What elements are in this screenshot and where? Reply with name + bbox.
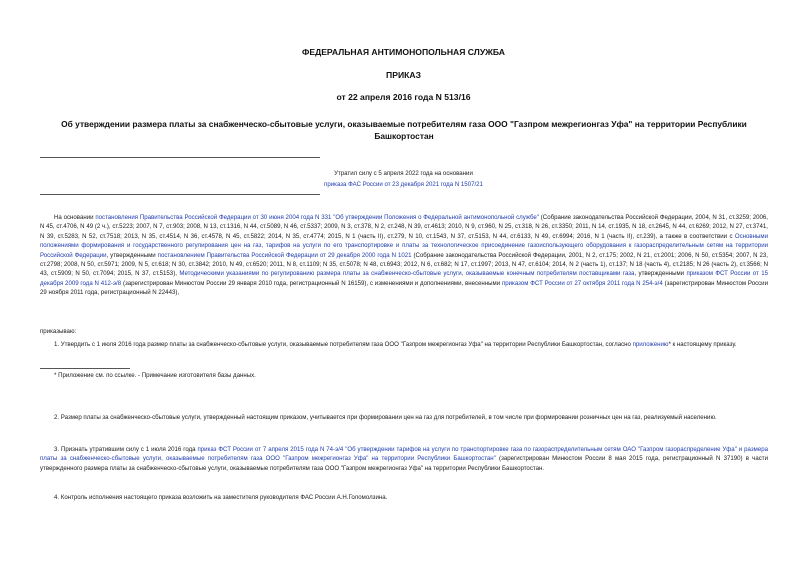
link-fst-order-412[interactable]: приказом ФСТ России от 15 декабря 2009 года N 412-э/8 (40, 270, 768, 287)
basis-text-4: (Собрание законодательства Российской Федерации, 2001, N 2, ст.175; 2002, N 21, ст.2001; 2006, N 50, ст.5354; 2007, N 23, ст.2798; 2008, N 50, ст.5971; 2009, N 5, ст.618; N 30, ст.3842; 2010, N 49, ст.6520; 2011, N 8, ст.1109; N 35, ст.5078; N 48, ст.6943; 2012, N 6, ст.682; N 17, ст.1997; 2013, N 47, ст.6104; 2014, N 2 (часть 1), ст.137; N 18 (часть 4), ст.2185; N 26 (часть 2), ст.3566; N 43, ст.5909; N 50, ст.7094; 2015, N 37, ст.5153), (40, 251, 768, 278)
basis-text-2: (Собрание законодательства Российской Федерации, 2004, N 31, ст.3259; 2006, N 45, ст.4706, N 49 (2 ч.), ст.5223; 2007, N 7, ст.903; 2008, N 13, ст.1316, N 44, ст.5089, N 46, ст.5337; 2009, N 3, ст.378, N 2, ст.248, N 39, ст.4613; 2010, N 9, ст.960, N 25, ст.318, N 26, ст.3350; 2011, N 14, ст.1935, N 18, ст.2645, N 44, ст.6269; 2012, N 27, ст.3741, N 39, ст.5283, N 52, ст.7518; 2013, N 35, ст.4514, N 36, ст.4578, N 45, ст.5822; 2014, N 35, ст.4774; 2015, N 1 (часть II), ст.279, N 10, ст.1543, N 37, ст.5153, N 44, ст.6133, N 49, ст.6994; 2016, N 1 (часть II), ст.239), а также в соответствии с (40, 214, 768, 240)
item-1 (40, 340, 768, 349)
basis-text-3: , утвержденными (106, 251, 158, 259)
divider-bottom (40, 194, 320, 195)
order-word: приказываю: (40, 328, 77, 335)
link-government-decree-331[interactable]: постановления Правительства Российской Федерации от 30 июня 2004 года N 331 "Об утверждении Положения о Федеральной антимонопольной службе" (95, 214, 539, 221)
item-1-tail: * к настоящему приказу. (668, 341, 737, 348)
invalidation-note: Утратил силу с 5 апреля 2022 года на основании (334, 170, 473, 177)
basis-paragraph (40, 213, 768, 298)
link-gas-pricing-provisions[interactable]: Основными положениями формирования и государственного регулирования цен на газ, тарифов на услуги по его транспортировке и платы за технологическое присоединение газоиспользующего оборудования к газораспределительным сетям на территории Российской Федерации (40, 232, 768, 259)
item-2: 2. Размер платы за снабженческо-сбытовые услуги, утвержденный настоящим приказом, учитывается при формировании цен на газ для потребителей, в том числе при формировании розничных цен на газ, реализуемый населению. (54, 414, 717, 421)
doc-type-heading: ПРИКАЗ (386, 70, 421, 80)
document-title: Об утверждении размера платы за снабженческо-сбытовые услуги, оказываемые потребителям газа ООО "Газпром межрегионгаз Уфа" на территории Республики Башкортостан (61, 119, 747, 141)
link-government-decree-1021[interactable]: постановлением Правительства Российской Федерации от 29 декабря 2000 года N 1021 (157, 251, 412, 259)
invalidation-link[interactable]: приказа ФАС России от 23 декабря 2021 года N 1507/21 (324, 181, 483, 188)
agency-heading: ФЕДЕРАЛЬНАЯ АНТИМОНОПОЛЬНАЯ СЛУЖБА (302, 47, 505, 57)
item-3 (40, 445, 768, 473)
basis-text-7: (зарегистрирован Минюстом России 29 ноября 2011 года, регистрационный N 22443), (40, 279, 768, 297)
item-4: 4. Контроль исполнения настоящего приказа возложить на заместителя руководителя ФАС России А.Н.Голомолзина. (54, 494, 388, 501)
link-fst-order-74[interactable]: приказ ФСТ России от 7 апреля 2015 года N 74-э/4 "Об утверждении тарифов на услуги по транспортировке газа по газораспределительным сетям ОАО "Газпром газораспределение Уфа" и размера платы за снабженческо-сбытовые услуги, оказываемые потребителям газа ООО "Газпром межрегионгаз Уфа" на территории Республики Башкортостан" (40, 446, 768, 463)
link-methodical-guidelines[interactable]: Методическими указаниями по регулированию размера платы за снабженческо-сбытовые услуги, оказываемые конечным потребителям поставщиками газа (179, 270, 635, 278)
divider-top (40, 157, 320, 158)
footnote-divider (40, 368, 130, 369)
date-number-heading: от 22 апреля 2016 года N 513/16 (336, 92, 471, 102)
basis-text-5: , утвержденными (634, 270, 687, 278)
link-fst-order-254[interactable]: приказом ФСТ России от 27 октября 2011 года N 254-э/4 (501, 279, 663, 287)
link-appendix[interactable]: приложению (632, 341, 669, 348)
invalidation-source (0, 179, 807, 190)
item-1-text: 1. Утвердить с 1 июля 2016 года размер платы за снабженческо-сбытовые услуги, оказываемые потребителям газа ООО "Газпром межрегионгаз Уфа" на территории Республики Башкортостан, согласно (54, 341, 633, 348)
item-3-text: 3. Признать утратившим силу с 1 июля 2016 года (54, 446, 198, 453)
footnote: * Приложение см. по ссылке. - Примечание изготовителя базы данных. (54, 372, 256, 379)
item-3-tail: (зарегистрирован Минюстом России 8 мая 2015 года, регистрационный N 37190) в части утвержденного размера платы за снабженческо-сбытовые услуги, оказываемые потребителям газа ООО "Газпром межрегионгаз Уфа" на территории Республики Башкортостан. (40, 455, 768, 472)
basis-text-1: На основании (54, 214, 96, 221)
basis-text-6: (зарегистрирован Минюстом России 29 января 2010 года, регистрационный N 16159), с изменениями и дополнениями, внесенными (121, 279, 502, 287)
